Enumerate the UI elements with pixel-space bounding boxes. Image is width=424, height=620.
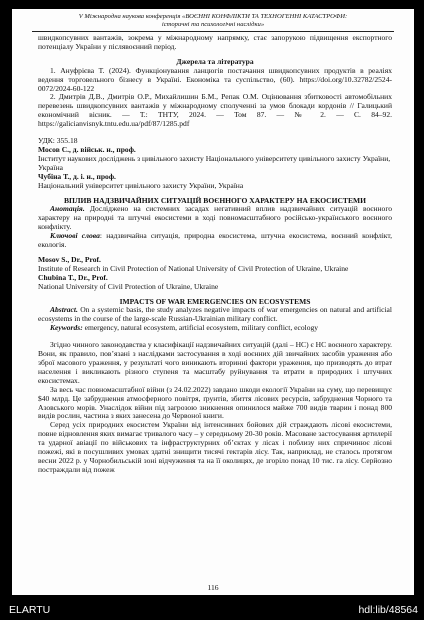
intro-paragraph: швидкопсувних вантажів, зокрема у міжнародному напрямку, стає запорукою підвищення експортного потенціалу України у післявоєнний період. (38, 33, 392, 51)
footer-repository-label: ELARTU (9, 604, 51, 616)
abstract-ua (38, 205, 392, 232)
author-ua-2: Чубіна Т., д. і. н., проф. (38, 171, 116, 181)
author-en-2: Chubina T., Dr., Prof. (38, 272, 108, 282)
header-line-1: V Міжнародна наукова конференція «ВОЄННІ КОНФЛІКТИ ТА ТЕХНОГЕННІ КАТАСТРОФИ: (78, 13, 348, 20)
udc-code: УДК: 355.18 (38, 136, 78, 146)
header-line-2: історичні та психологічні наслідки» (161, 20, 265, 28)
keywords-ua-label: Ключові слова (50, 231, 100, 241)
author-ua-1: Мосов С., д. військ. н., проф. (38, 144, 136, 154)
page-number: 116 (207, 583, 219, 592)
references-heading: Джерела та література (176, 56, 254, 66)
keywords-ua (38, 232, 392, 250)
affiliation-en-1: Institute of Research in Civil Protection of National University of Civil Protection of Ukraine, Ukraine (38, 263, 349, 273)
abstract-en-label: Abstract. (50, 305, 78, 315)
abstract-en (38, 306, 392, 324)
footer-handle: hdl:lib/48564 (358, 604, 418, 616)
article-title-en: IMPACTS OF WAR EMERGENCIES ON ECOSYSTEMS (119, 296, 311, 306)
keywords-en (38, 324, 392, 333)
body-paragraph-2: За весь час повномасштабної війни (з 24.02.2022) завдано шкоди екології України на суму, що перевищує $40 млрд. Це забруднення атмосферного повітря, ґрунтів, збиття лісових ресурсів, забруднення Чорного та Азовського морів. Унаслідок війни під загрозою зникнення опинилося майже 700 видів тварин і понад 800 видів рослин, частина з яких занесена до Червоної книги. (38, 384, 392, 421)
affiliation-ua-1: Інститут наукових досліджень з цивільного захисту Національного університету цивільного захисту України, Україна (38, 153, 391, 172)
keywords-en-label: Keywords: (50, 323, 83, 333)
page-content (38, 34, 392, 475)
abstract-ua-label: Анотація. (50, 204, 85, 214)
reference-item-2: 2. Дмитрів Д.В., Дмитрів О.Р., Михайлишин Б.М., Репак О.М. Оцінювання збитковості автомобільних перевезень швидкопсувних вантажів у міжнародному сполученні за умов блокади кордонів // Галицький економічний вісник. — Т.: ТНТУ, 2024. — Том 87. — № 2. — С. 84–92. https://galicianvisnyk.tntu.edu.ua/pdf/87/1285.pdf (38, 92, 392, 129)
keywords-ua-text: : надзвичайна ситуація, природна екосистема, штучна екосистема, воєнний конфлікт, екологія. (38, 231, 392, 250)
abstract-en-text: On a systemic basis, the study analyzes negative impacts of war emergencies on natural and artificial ecosystems in the course of the large-scale Russian-Ukrainian military conflict. (38, 305, 392, 324)
document-page (12, 9, 414, 595)
reference-item-1: 1. Ануфрієва Т. (2024). Функціонування ланцюгів постачання швидкопсувних продуктів в реаліях ведення торговельного бізнесу в Україні. Економіка та суспільство, (60). https://doi.org/10.32782/2524-0072/2024-60-122 (38, 65, 392, 93)
article-title-ua: ВПЛИВ НАДЗВИЧАЙНИХ СИТУАЦІЙ ВОЄННОГО ХАРАКТЕРУ НА ЕКОСИСТЕМИ (63, 195, 366, 205)
author-en-1: Mosov S., Dr., Prof. (38, 254, 101, 264)
header-rule (32, 31, 394, 32)
body-paragraph-3: Серед усіх природних екосистем України від інтенсивних бойових дій страждають лісові екосистеми, повне відновлення яких вимагає тривалого часу – у середньому 20-30 років. Масоване застосування артилерії та ударної авіації по військових та інфраструктурних об’єктах у лісах і поблизу них спричинює лісові пожежі, які в посушливих умовах здатні знищити тисячі гектарів лісу. Так, наприклад, не сталось протягом весни 2022 р. у Чорнобильській зоні відчуження та на її околицях, де згоріло понад 10 тис. га лісу. Серйозно постраждали від пожеж (38, 420, 392, 474)
running-header (32, 13, 394, 28)
affiliation-en-2: National University of Civil Protection of Ukraine, Ukraine (38, 281, 219, 291)
abstract-ua-text: Досліджено на системних засадах негативний вплив надзвичайних ситуацій воєнного характеру на природні та штучні екосистеми в ході повномасштабного російсько-українського воєнного конфлікту. (38, 204, 392, 232)
affiliation-ua-2: Національний університет цивільного захисту України, Україна (38, 180, 244, 190)
body-paragraph-1: Згідно чинного законодавства у класифікації надзвичайних ситуацій (далі – НС) є НС воєнного характеру. Вони, як правило, пов’язані з наслідками застосування в ході воєнних дій звичайних засобів ураження або зброї масового ураження, у результаті чого виникають вторинні фактори ураження, що призводять до втрат населення і викликають різного ступеня та масштабу руйнування та втрати в природних і штучних екосистемах. (38, 340, 392, 385)
keywords-en-text: emergency, natural ecosystem, artificial ecosystem, military conflict, ecology (82, 323, 319, 333)
footer-bar (0, 598, 424, 620)
